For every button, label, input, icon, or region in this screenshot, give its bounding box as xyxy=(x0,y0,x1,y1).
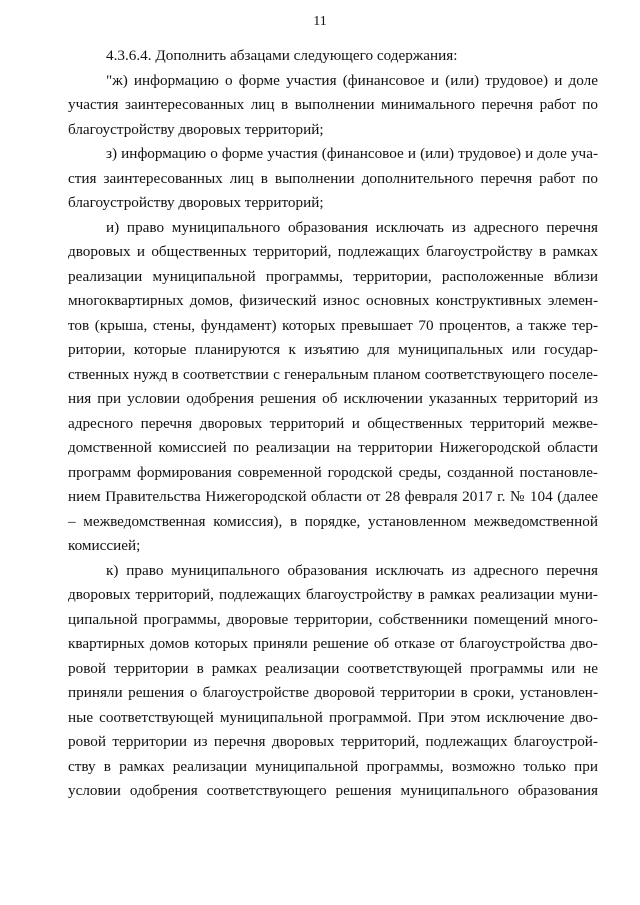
text-line: "ж) информацию о форме участия (финансовое и (или) трудовое) и доле xyxy=(106,71,598,89)
text-line: квартирных домов которых приняли решение об отказе от благоустройства дво- xyxy=(68,635,598,652)
text-line: ные соответствующей муниципальной программой. При этом исключение дво- xyxy=(68,708,598,726)
text-line: и) право муниципального образования исключать из адресного перечня xyxy=(106,218,598,236)
text-line: приняли решения о благоустройстве дворовой территории в сроки, установлен- xyxy=(68,684,598,701)
text-line: ству в рамках реализации муниципальной программы, возможно только при xyxy=(68,757,598,775)
text-line: ципальной программы, дворовые территории, собственники помещений много- xyxy=(68,610,598,628)
text-line: участия заинтересованных лиц в выполнении минимального перечня работ по xyxy=(68,96,598,113)
document-body xyxy=(68,44,598,804)
text-line: к) право муниципального образования исключать из адресного перечня xyxy=(106,561,598,579)
text-line: нием Правительства Нижегородской области от 28 февраля 2017 г. № 104 (далее xyxy=(68,488,598,505)
text-line: ровой территории из перечня дворовых территорий, подлежащих благоустрой- xyxy=(68,733,598,750)
text-line: адресного перечня дворовых территорий и общественных территорий межве- xyxy=(68,414,598,432)
text-line: условии одобрения соответствующего решения муниципального образования xyxy=(68,782,598,799)
text-line: реализации муниципальной программы, территории, расположенные вблизи xyxy=(68,267,598,285)
text-line: дворовых территорий, подлежащих благоустройству в рамках реализации муни- xyxy=(68,586,598,603)
text-line: – межведомственная комиссия), в порядке, установленном межведомственной xyxy=(68,512,598,530)
text-line: ния при условии одобрения решения об исключении указанных территорий из xyxy=(68,390,598,407)
page-number: 11 xyxy=(313,14,327,29)
text-line: ритории, которые планируются к изъятию для муниципальных или государ- xyxy=(68,341,598,358)
text-line: комиссией; xyxy=(68,537,141,554)
text-line: з) информацию о форме участия (финансовое и (или) трудовое) и доле уча- xyxy=(106,145,598,162)
text-line: домственной комиссией по реализации на территории Нижегородской области xyxy=(68,439,598,456)
text-line: ственных нужд в соответствии с генеральным планом соответствующего поселе- xyxy=(68,365,598,383)
text-line: благоустройству дворовых территорий; xyxy=(68,120,324,138)
text-line: благоустройству дворовых территорий; xyxy=(68,194,324,211)
text-line: дворовых и общественных территорий, подлежащих благоустройству в рамках xyxy=(68,243,598,260)
text-line: стия заинтересованных лиц в выполнении дополнительного перечня работ по xyxy=(68,169,598,187)
text-line: программ формирования современной городской среды, созданной постановле- xyxy=(68,463,598,481)
text-line: 4.3.6.4. Дополнить абзацами следующего содержания: xyxy=(106,47,458,64)
text-line: многоквартирных домов, физический износ основных конструктивных элемен- xyxy=(68,292,598,309)
text-line: тов (крыша, стены, фундамент) которых превышает 70 процентов, а также тер- xyxy=(68,316,598,334)
text-line: ровой территории в рамках реализации соответствующей программы или не xyxy=(68,659,598,677)
